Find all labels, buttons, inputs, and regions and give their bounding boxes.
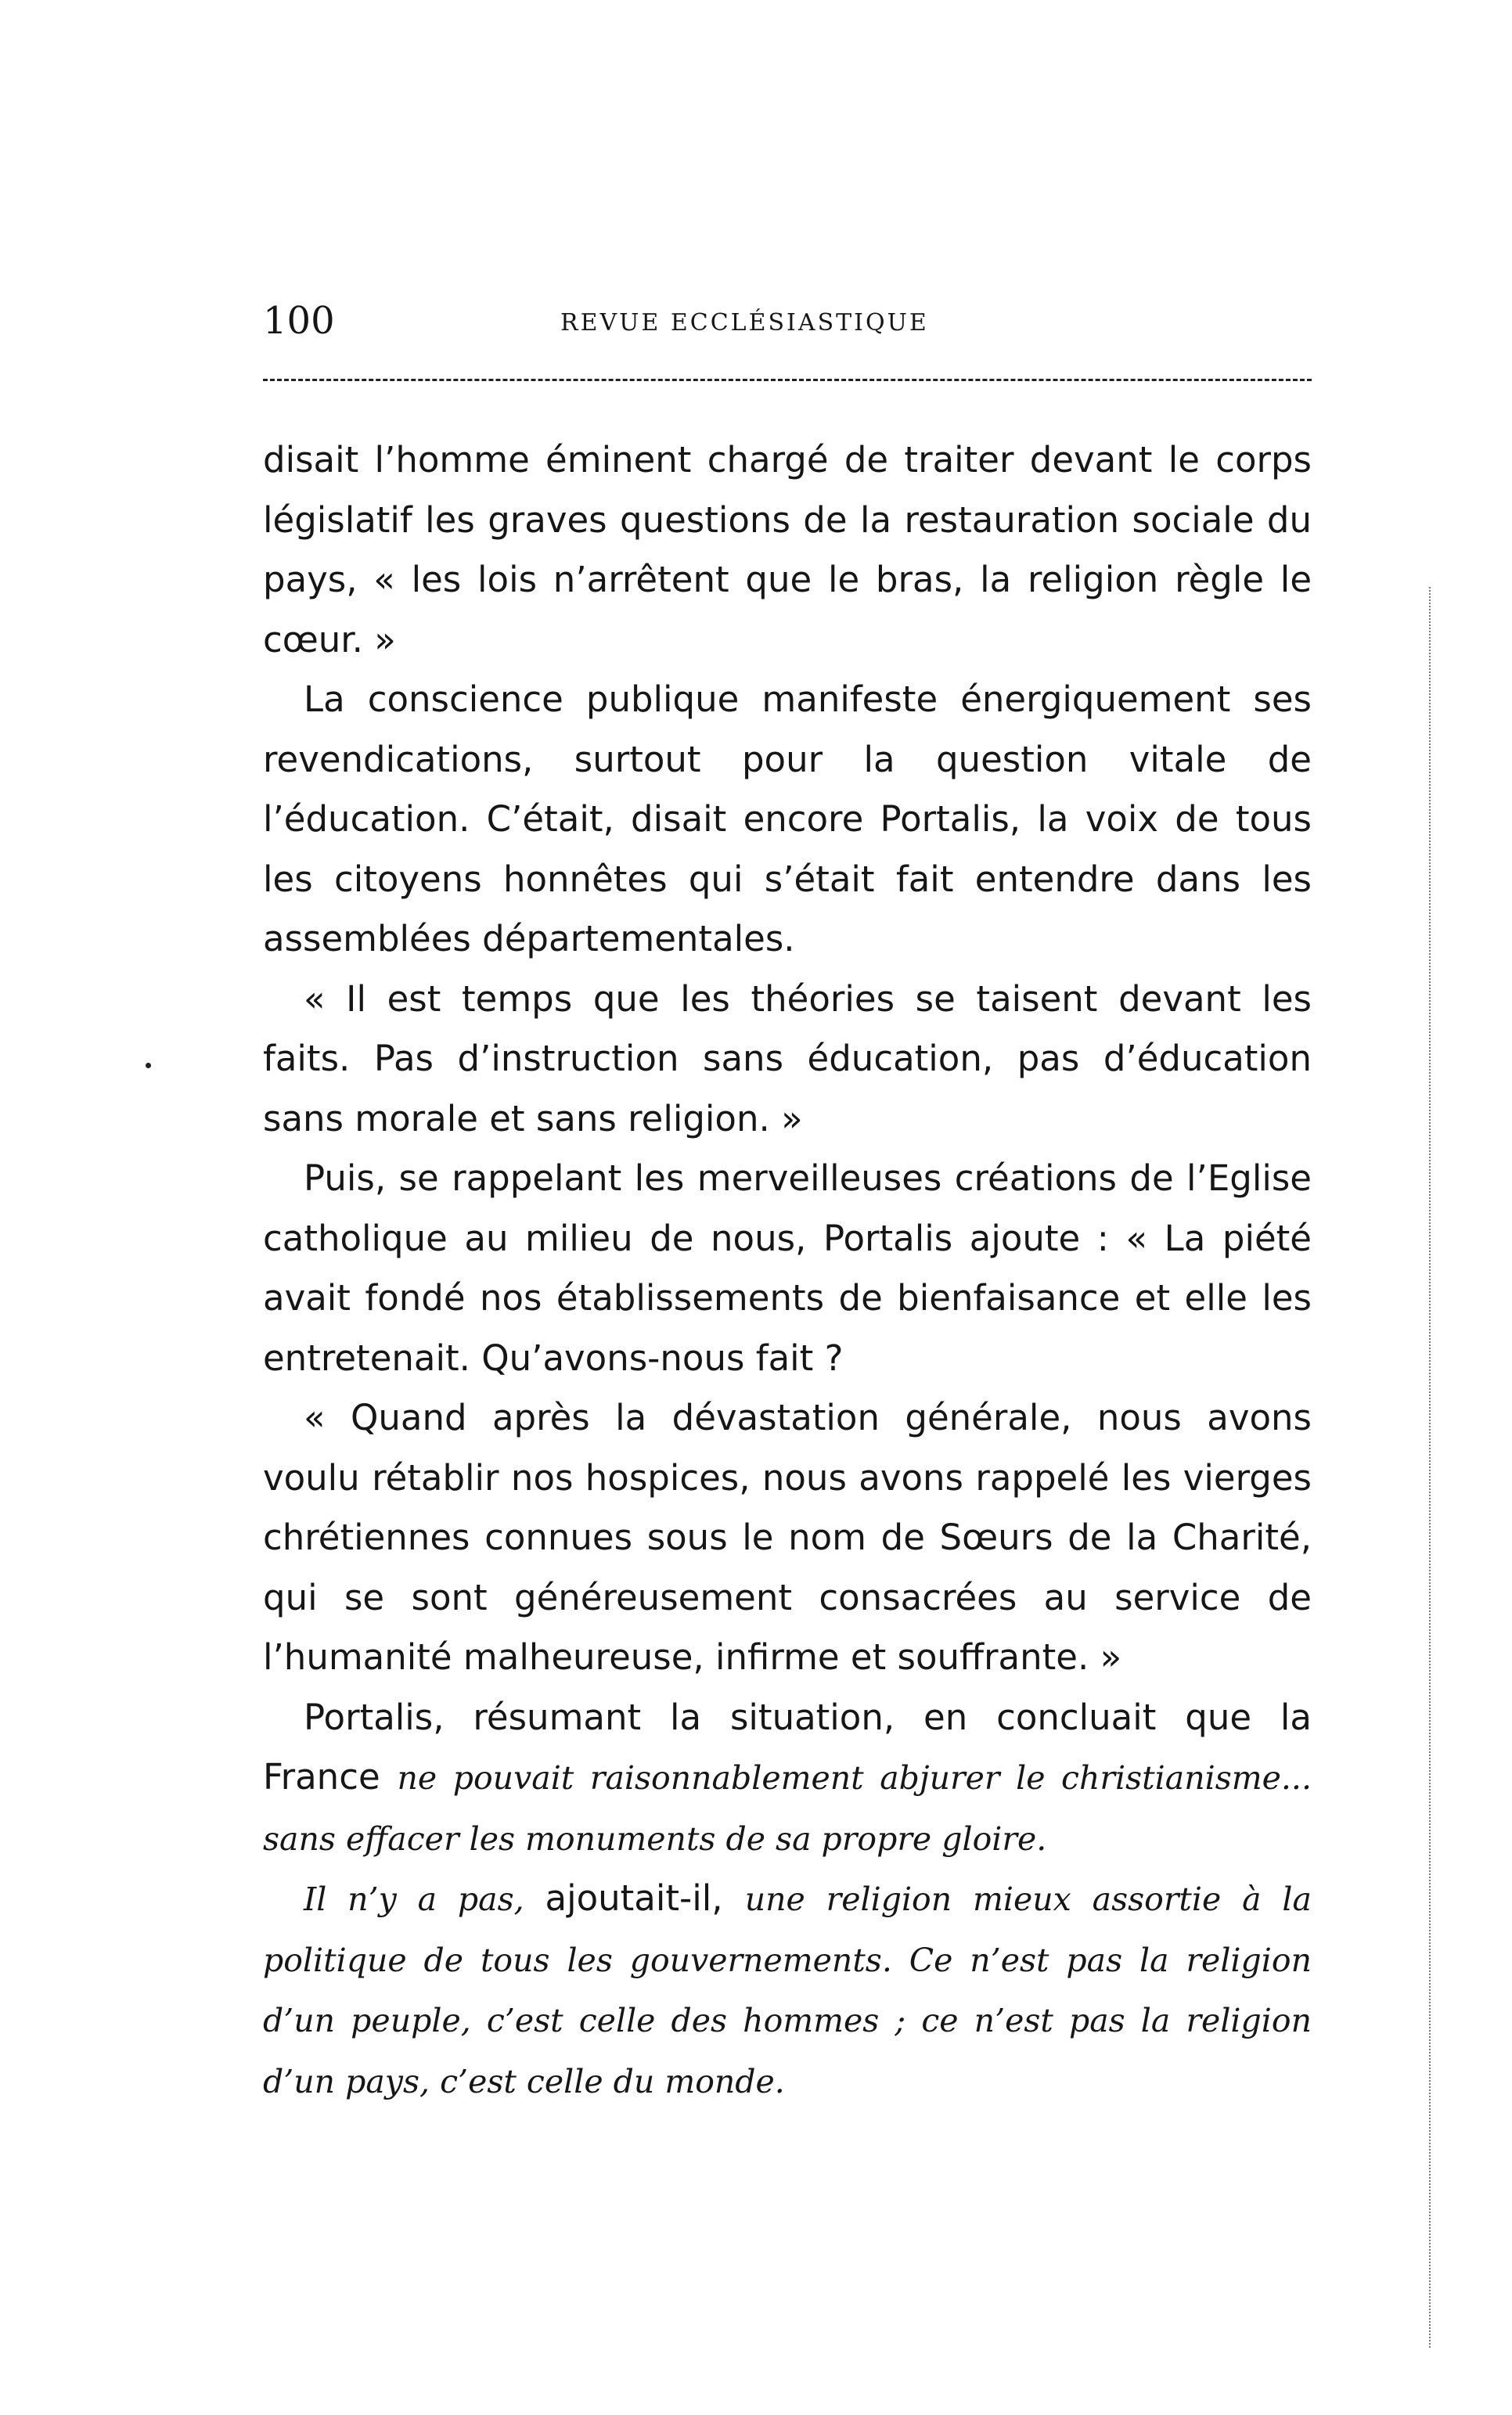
paragraph — [263, 1869, 1312, 2111]
paragraph — [263, 1149, 1312, 1388]
italic-quote: ne pouvait raisonnablement abjurer le christianisme... sans effacer les monuments de sa propre gloire. — [263, 1759, 1312, 1858]
paragraph — [263, 430, 1312, 670]
paragraph-text: ajoutait-il, — [545, 1877, 745, 1919]
paragraph — [263, 1688, 1312, 1870]
page-number: 100 — [263, 299, 335, 343]
paragraph-text: disait l’homme éminent chargé de traiter devant le corps législatif les graves questions de la restauration sociale du pays, « les lois n’arrêtent que le bras, la religion règle le cœur. » — [263, 439, 1312, 660]
binding-edge-marks — [1429, 587, 1435, 2348]
paragraph-text: La conscience publique manifeste énergiquement ses revendications, surtout pour la question vitale de l’éducation. C’était, disait encore Portalis, la voix de tous les citoyens honnêtes qui s’était fait entendre dans les assemblées départementales. — [263, 678, 1312, 959]
paragraph — [263, 1388, 1312, 1688]
paragraph-text: Puis, se rappelant les merveilleuses créations de l’Eglise catholique au milieu de nous, Portalis ajoute : « La piété avait fondé nos établissements de bienfaisance et elle les entretenait. Qu’avons-nous fait ? — [263, 1157, 1312, 1379]
margin-dot — [146, 1063, 151, 1068]
paragraph-text: « Il est temps que les théories se taisent devant les faits. Pas d’instruction sans éducation, pas d’éducation sans morale et sans religion. » — [263, 977, 1312, 1139]
paragraph-text: « Quand après la dévastation générale, nous avons voulu rétablir nos hospices, nous avons rappelé les vierges chrétiennes connues sous le nom de Sœurs de la Charité, qui se sont généreusement consacrées au service de l’humanité malheureuse, infirme et souffrante. » — [263, 1397, 1312, 1678]
paragraph-text: Portalis, résumant la situation, en concluait que la France — [263, 1696, 1312, 1798]
italic-quote: une religion mieux assortie à la politique de tous les gouvernements. Ce n’est pas la religion d’un peuple, c’est celle des hommes ; ce n’est pas la religion d’un pays, c’est celle du monde. — [263, 1881, 1312, 2100]
page-header — [263, 297, 1312, 344]
paragraph — [263, 970, 1312, 1150]
header-rule — [263, 379, 1312, 381]
body-text — [263, 430, 1312, 2111]
italic-quote: Il n’y a pas, — [304, 1881, 545, 1918]
paragraph — [263, 670, 1312, 970]
running-head: REVUE ECCLÉSIASTIQUE — [560, 309, 929, 337]
